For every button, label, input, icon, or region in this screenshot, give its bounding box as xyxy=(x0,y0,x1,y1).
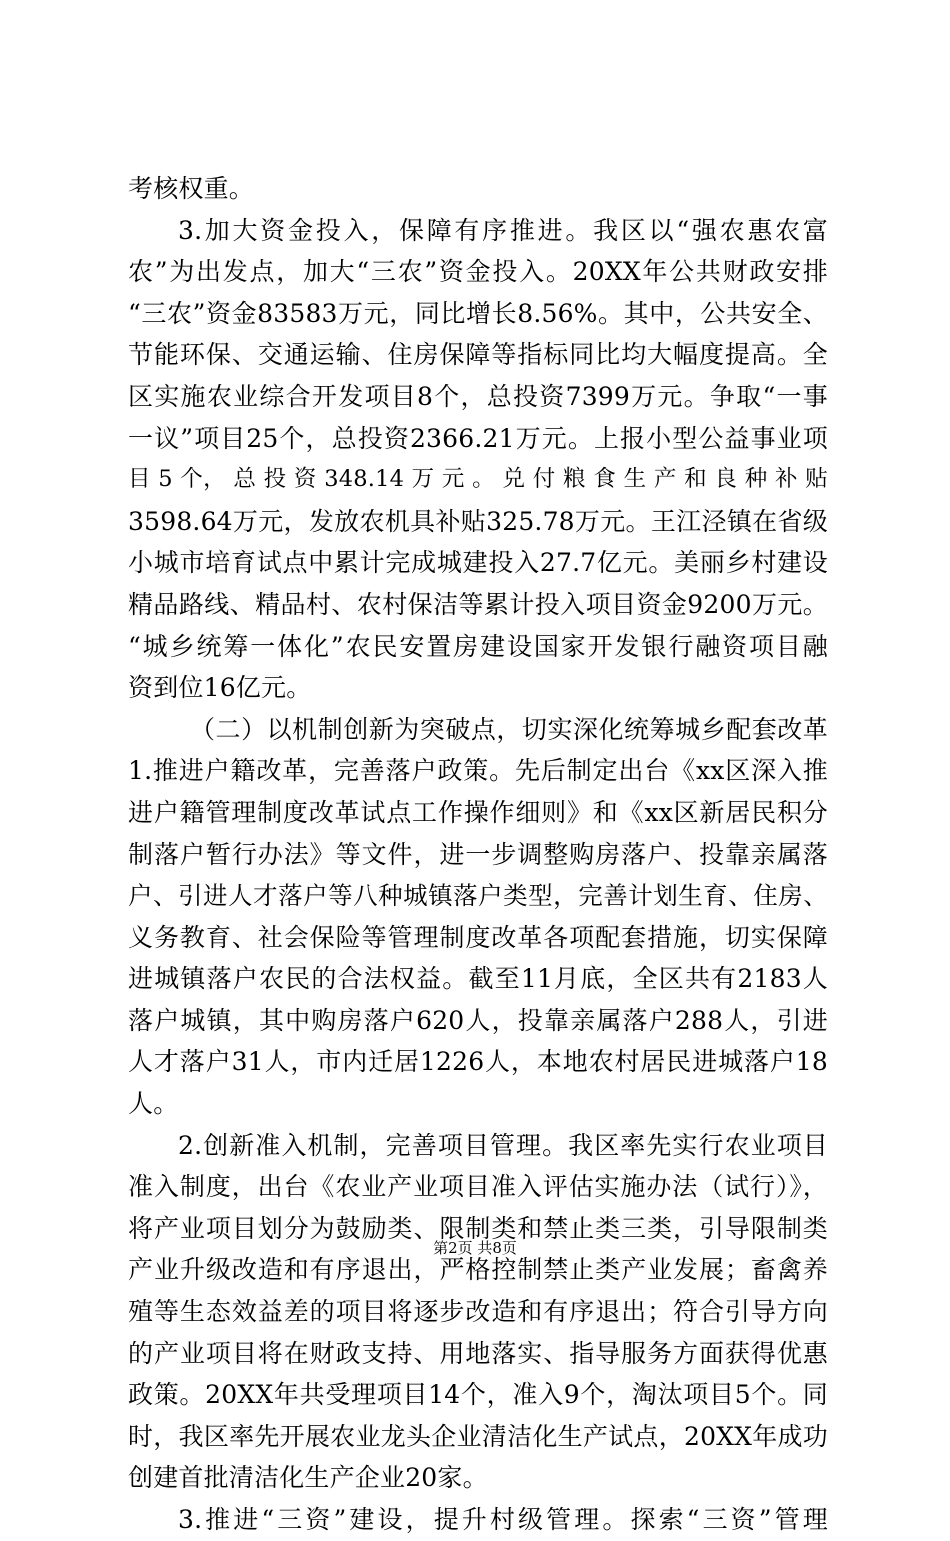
text-line: 进户籍管理制度改革试点工作操作细则》和《xx区新居民积分 xyxy=(128,797,828,827)
text-line: 进城镇落户农民的合法权益。截至11月底，全区共有2183人 xyxy=(128,964,828,994)
text-line: 3.推进“三资”建设，提升村级管理。探索“三资”管理 xyxy=(178,1505,828,1534)
text-line: 的产业项目将在财政支持、用地落实、指导服务方面获得优惠 xyxy=(128,1338,828,1368)
text-line: 殖等生态效益差的项目将逐步改造和有序退出；符合引导方向 xyxy=(128,1297,828,1327)
text-line: 制落户暂行办法》等文件，进一步调整购房落户、投靠亲属落 xyxy=(128,839,828,869)
text-line: 区实施农业综合开发项目8个，总投资7399万元。争取“一事 xyxy=(128,381,828,411)
text-line: 目 5 个， 总 投 资 348.14 万 元 。 兑 付 粮 食 生 产 和 良 种 补 贴 xyxy=(128,466,828,493)
text-line: 1.推进户籍改革，完善落户政策。先后制定出台《xx区深入推 xyxy=(128,756,828,786)
text-line: 农”为出发点，加大“三农”资金投入。20XX年公共财政安排 xyxy=(128,257,828,287)
text-line: 落户城镇，其中购房落户620人，投靠亲属落户288人，引进 xyxy=(128,1005,828,1035)
body-text xyxy=(128,168,828,1541)
text-line: 人才落户31人，市内迁居1226人，本地农村居民进城落户18 xyxy=(128,1047,828,1077)
text-line: 考核权重。 xyxy=(128,174,255,203)
text-line: 精品路线、精品村、农村保洁等累计投入项目资金9200万元。 xyxy=(128,589,828,619)
text-line: 义务教育、社会保险等管理制度改革各项配套措施，切实保障 xyxy=(128,922,828,952)
text-line: 准入制度，出台《农业产业项目准入评估实施办法（试行）》， xyxy=(128,1172,828,1202)
text-line: 资到位16亿元。 xyxy=(128,673,312,703)
text-line: 3598.64万元，发放农机具补贴325.78万元。王江泾镇在省级 xyxy=(128,506,828,536)
text-line: 政策。20XX年共受理项目14个，准入9个，淘汰项目5个。同 xyxy=(128,1380,828,1410)
text-line: 时，我区率先开展农业龙头企业清洁化生产试点，20XX年成功 xyxy=(128,1421,828,1451)
text-line: 将产业项目划分为鼓励类、限制类和禁止类三类，引导限制类 xyxy=(128,1213,828,1243)
text-line: 节能环保、交通运输、住房保障等指标同比均大幅度提高。全 xyxy=(128,340,828,370)
text-line: 户、引进人才落户等八种城镇落户类型，完善计划生育、住房、 xyxy=(128,881,828,911)
text-line: 2.创新准入机制，完善项目管理。我区率先实行农业项目 xyxy=(178,1130,828,1160)
text-line: “城乡统筹一体化”农民安置房建设国家开发银行融资项目融 xyxy=(128,631,828,661)
text-line: 一议”项目25个，总投资2366.21万元。上报小型公益事业项 xyxy=(128,423,828,453)
page-footer: 第2页 共8页 xyxy=(433,1239,517,1257)
text-line: 3.加大资金投入，保障有序推进。我区以“强农惠农富 xyxy=(178,215,828,245)
text-line: （二）以机制创新为突破点，切实深化统筹城乡配套改革 xyxy=(190,714,828,744)
text-line: 小城市培育试点中累计完成城建投入27.7亿元。美丽乡村建设 xyxy=(128,548,828,578)
text-line: “三农”资金83583万元，同比增长8.56%。其中，公共安全、 xyxy=(128,298,828,328)
text-line: 产业升级改造和有序退出，严格控制禁止类产业发展；畜禽养 xyxy=(128,1255,828,1285)
text-line: 人。 xyxy=(128,1089,179,1119)
text-line: 创建首批清洁化生产企业20家。 xyxy=(128,1463,488,1493)
